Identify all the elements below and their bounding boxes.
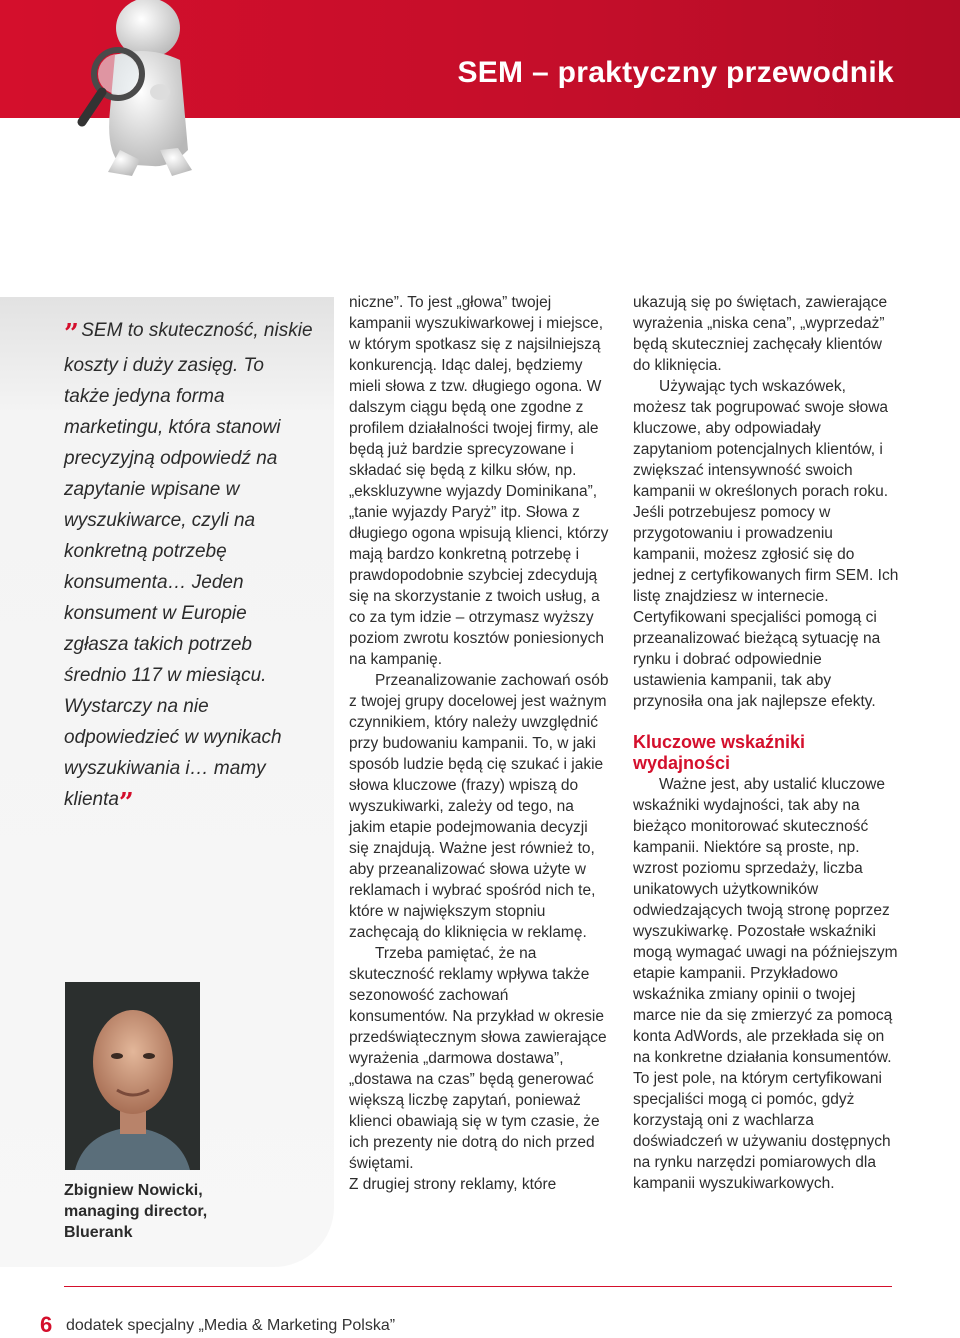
author-role: managing director, (64, 1203, 208, 1220)
paragraph: niczne”. To jest „głowa” twojej kampanii wyszukiwarkowej i miejsce, w którym spotkasz się z najsilniejszą konkurencją. Idąc dalej, będziemy mieli słowa z tzw. długiego ogona. W dalszym ciągu będą one zgodne z profilem działalności twojej firmy, ale będą już bardzie sprecyzowane i składać się będą z kilku słów, np. „ekskluzywne wyjazdy Dominikana”, „tanie wyjazdy Paryż” itp. Słowa z długiego ogona wpisują klienci, którzy mają bardzo konkretną potrzebę i prawdopodobnie szybciej zdecydują się na skorzystanie z twoich usług, a co za tym idzie – otrzymasz wyższy poziom zwrotu kosztów poniesionych na kampanię. (349, 294, 609, 668)
paragraph: Trzeba pamiętać, że na skuteczność reklamy wpływa także sezonowość zachowań konsumentów. Na przykład w okresie przedświątecznym słowa zawierające wyrażenia „darmowa dostawa”, „dostawa na czas” będą generować większą liczbę zapytań, ponieważ klienci obawiają się w tym czasie, że ich prezenty nie dotrą do nich przed świętami. (349, 945, 607, 1172)
paragraph: Przeanalizowanie zachowań osób z twojej grupy docelowej jest ważnym czynnikiem, który należy uwzględnić przy budowaniu kampanii. To, w jaki sposób ludzie będą cię szukać i jakie słowa kluczowe (frazy) wpiszą do wyszukiwarki, zależy od tego, na jakim etapie podejmowania decyzji się znajdują. Ważne jest również to, aby przeanalizować słowa użyte w reklamach i wybrać spośród nich te, które w największym stopniu zachęcają do kliknięcia w reklamę. (349, 672, 609, 941)
paragraph: Ważne jest, aby ustalić kluczowe wskaźniki wydajności, tak aby na bieżąco monitorować skuteczność kampanii. Niektóre są proste, np. wzrost poziomu sprzedaży, liczba unikatowych użytkowników odwiedzających twoją stronę poprzez wyszukiwarkę. Pozostałe wskaźniki mogą wymagać uwagi na późniejszym etapie kampanii. Przykładowo wskaźnika zmiany opinii o twojej marce nie da się zmierzyć za pomocą konta AdWords, ale przekłada się on na konkretne działania konsumentów. To jest pole, na którym certyfikowani specjaliści mogą ci pomóc, gdyż korzystają oni z wachlarza doświadczeń w używaniu dostępnych na rynku narzędzi pomiarowych dla kampanii wyszukiwarkowych. (633, 776, 898, 1192)
quote-close-icon: ” (118, 788, 131, 818)
page-number: 6 (40, 1312, 53, 1337)
pull-quote (64, 315, 314, 819)
paragraph: ukazują się po świętach, zawierające wyrażenia „niska cena”, „wyprzedaż” będą skuteczniej zachęcały klientów do kliknięcia. (633, 294, 888, 374)
author-photo (65, 982, 200, 1170)
author-caption (64, 1180, 264, 1243)
page-title: SEM – praktyczny przewodnik (457, 56, 894, 89)
mascot-magnifier-illustration (60, 0, 210, 180)
section-heading: Kluczowe wskaźniki wydajności (633, 732, 806, 773)
quote-open-icon: ” (64, 319, 76, 349)
paragraph: Z drugiej strony reklamy, które (349, 1176, 557, 1193)
quote-text: SEM to skuteczność, niskie koszty i duży zasięg. To także jedyna forma marketingu, która stanowi precyzyjną odpowiedź na zapytanie wpisane w wyszukiwarce, czyli na konkretną potrzebę konsumenta… Jeden konsument w Europie zgłasza takich potrzeb średnio 117 w miesiącu. Wystarczy na nie odpowiedzieć w wynikach wyszukiwania i… mamy klienta (64, 320, 313, 810)
footer-text: dodatek specjalny „Media & Marketing Polska” (66, 1317, 396, 1334)
article-column-2 (349, 292, 611, 1195)
paragraph: Używając tych wskazówek, możesz tak pogrupować swoje słowa kluczowe, aby odpowiadały zapytaniom potencjalnych klientów, i zwiększać intensywność swoich kampanii w określonych porach roku. Jeśli potrzebujesz pomocy w przygotowaniu i prowadzeniu kampanii, możesz zgłosić się do jednej z certyfikowanych firm SEM. Ich listę znajdziesz w internecie. Certyfikowani specjaliści pomogą ci przeanalizować bieżącą sytuację na rynku i dobrać odpowiednie ustawienia kampanii, tak aby przynosiła ona jak najlepsze efekty. (633, 378, 899, 710)
article-column-3 (633, 292, 899, 1194)
author-name: Zbigniew Nowicki, (64, 1182, 203, 1199)
footer-divider (64, 1286, 892, 1287)
author-company: Bluerank (64, 1224, 133, 1241)
